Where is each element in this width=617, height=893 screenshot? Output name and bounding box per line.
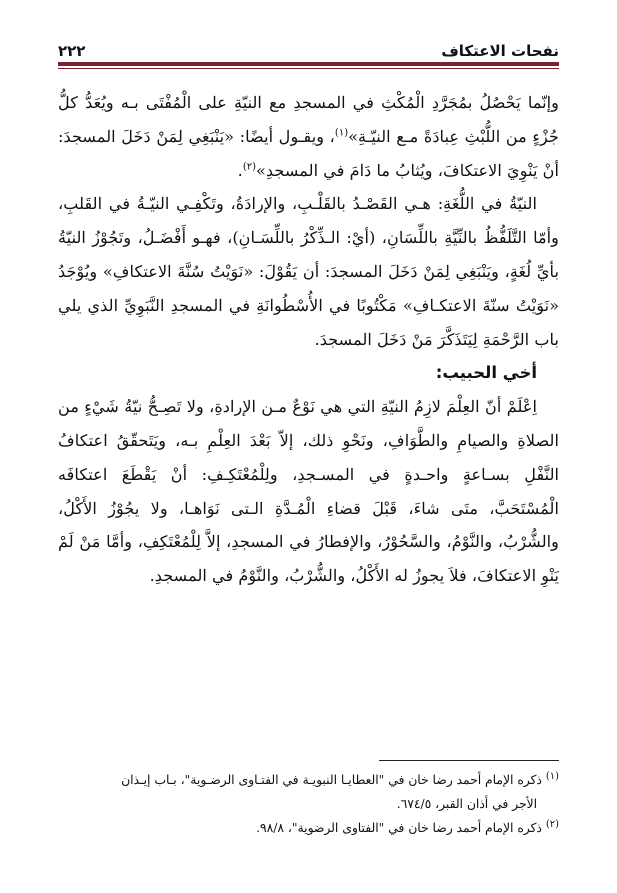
- footnote-ref-2: (٢): [242, 161, 256, 173]
- footnotes: [58, 768, 559, 840]
- running-title: نفحات الاعتكاف: [441, 42, 559, 60]
- footnote-1: [58, 768, 559, 792]
- page-header: [58, 30, 559, 60]
- footnote-separator: [379, 760, 559, 761]
- paragraph-2: النيّةُ في اللُّغَةِ: هـي القَصْـدُ بالقَلْـبِ، والإرادَةُ، وتَكْفِـي النيّـةُ في القَلبِ، وأمّا التَّلَفُّظُ بالنِّيَّةِ باللِّسَانِ، (أيْ: الـذِّكْرُ باللِّسَـانِ)، فهـو أَفْضَـلُ، وتَجُوْزُ النيّةُ بأيِّ لُغَةٍ، ويَنْبَغِي لِمَنْ دَخَلَ المسجدَ: أن يَقُوْلَ: «نَوَيْتُ سُنَّةَ الاعتكافِ» ويُوْجَدُ «نَوَيْتُ سنّةَ الاعتكـافِ» مَكْتُوبًا في الأُسْطُوانَةِ في المسجدِ النَّبَوِيِّ الذي يلي باب الرَّحْمَةِ لِيَتَذَكَّرَ مَنْ دَخَلَ المسجدَ.: [58, 194, 559, 349]
- footnote-2-marker: (٢): [545, 818, 559, 830]
- paragraph-1-part-b: ، ويقـول أيضًا: «يَنْبَغِي لِمَنْ دَخَلَ المسجدَ: أنْ يَنْوِيَ الاعتكافَ، ويُثابُ ما دَامَ في المسجدِ»: [58, 126, 559, 180]
- paragraph-1: [58, 86, 559, 187]
- footnote-1-marker: (١): [545, 770, 559, 782]
- footnote-1-text: ذكره الإمام أحمد رضا خان في "العطايـا النبويـة في الفتـاوى الرضـوية"، بـاب إيـذان: [121, 773, 542, 787]
- footnote-2-text: ذكره الإمام أحمد رضا خان في "الفتاوى الرضوية"، ٩٨/٨.: [256, 821, 542, 835]
- footnote-ref-1: (١): [334, 127, 349, 139]
- page-number: ٢٢٢: [58, 42, 86, 60]
- section-heading: أخي الحبيب:: [435, 363, 537, 383]
- header-rule-thin: [58, 68, 559, 69]
- main-text: [58, 86, 559, 593]
- paragraph-1-part-c: .: [237, 160, 243, 180]
- paragraph-1-part-a: وإنّما يَحْصُلُ بمُجَرَّدِ الْمُكْثِ في المسجدِ مع النيّةِ على الْمُفْتَى بـه ويُعَدُّ كلُّ جُزْءٍ من اللُّبْثِ عِبادَةً مـع النيّـةِ»: [58, 93, 559, 146]
- header-rule-thick: [58, 62, 559, 66]
- footnote-2: [58, 816, 559, 840]
- paragraph-3: اِعْلَمْ أنّ العِلْمَ لازِمُ النيّةِ التي هي نَوْعٌ مـن الإرادةِ، ولا تَصِـحُّ نيّةُ شَيْءٍ من الصلاةِ والصيامِ والطَّوَافِ، ونَحْوِ ذلك، إلاّ بَعْدَ العِلْمِ بـه، ويَتَحقّقُ اعتكافُ النَّفْلِ بسـاعةٍ واحـدةٍ في المسـجدِ، ولِلْمُعْتَكِـفِ: أنْ يَقْطَعَ اعتكافَه الْمُسْتَحَبَّ، متَى شاءَ، قَبْلَ قضاءِ الْمُـدَّةِ الـتى نَوَاهـا، ولا يجُوْزُ الأَكْلُ، والشُّرْبُ، والنَّوْمُ، والسَّحُوْرُ، والإفطارُ في المسجدِ، إلاَّ لِلْمُعْتَكِفِ، وأمَّا مَنْ لَمْ يَنْوِ الاعتكافَ، فلاَ يجوزُ له الأَكْلُ، والشُّرْبُ، والنَّوْمُ في المسجدِ.: [58, 397, 559, 586]
- footnote-1-continued: الأجر في أذان القبر، ٦٧٤/٥.: [396, 797, 537, 811]
